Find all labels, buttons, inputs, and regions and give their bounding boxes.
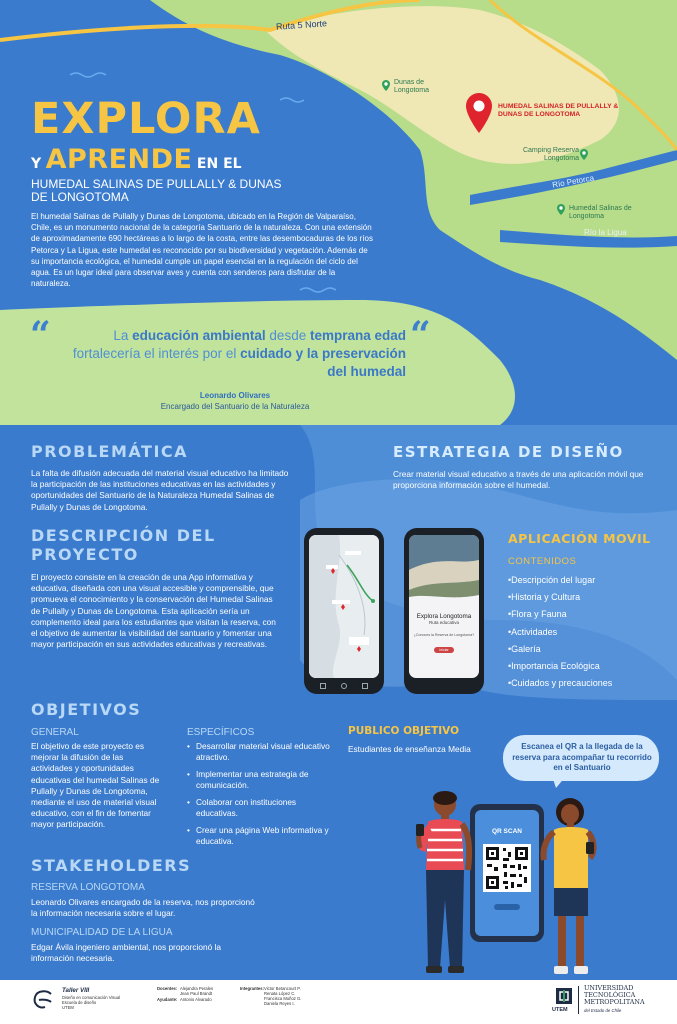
quote-bold: educación ambiental [132, 328, 266, 343]
objetivos-general-text: El objetivo de este proyecto es mejorar la difusión de las actividades y oportunidades educativas del humedal Salinas de Pullally y Dunas de Longotoma, mediante el uso de material visual educativo, con el fin de fomentar mayor participación. [31, 741, 160, 830]
app-contents-list [508, 575, 658, 695]
quote-bold: cuidado y la preservación del humedal [240, 346, 406, 379]
taller-logo-icon [31, 988, 55, 1012]
stakeholders-title: STAKEHOLDERS [31, 856, 192, 875]
app-beach-photo [409, 535, 479, 605]
phone-nav-bar [320, 683, 368, 690]
list-item: •Importancia Ecológica [508, 660, 600, 671]
phone-mockup-home [404, 528, 484, 694]
estrategia-title: ESTRATEGIA DE DISEÑO [393, 443, 624, 461]
phone-screen-home [409, 535, 479, 678]
footer-utem: UTEM [552, 1007, 568, 1013]
quote-role: Encargado del Santuario de la Naturaleza [160, 402, 310, 411]
qr-phone [470, 804, 544, 942]
list-item: •Cuidados y precauciones [508, 678, 613, 689]
utem-shield-icon [555, 987, 573, 1005]
quote-mark-left-icon: “ [30, 314, 51, 356]
footer-ayudante-label: Ayudante: [157, 997, 178, 1002]
quote-part: desde [265, 328, 310, 343]
app-map-illustration [309, 535, 379, 678]
map-pin-green-icon [557, 204, 565, 215]
phone-screen-map [309, 535, 379, 678]
map-pin-green-icon [580, 149, 588, 160]
problematica-title: PROBLEMÁTICA [31, 442, 189, 461]
footer-uni-4: del Estado de Chile [584, 1008, 622, 1013]
app-contents-label: CONTENIDOS [508, 556, 577, 567]
footer-taller-sub1: Diseño en comunicación Visual [62, 995, 121, 1000]
estrategia-text: Crear material visual educativo a través de una aplicación móvil que proporciona información sobre el humedal. [393, 469, 644, 491]
home-icon[interactable] [341, 683, 347, 689]
stakeholder-2-text: Edgar Ávila ingeniero ambiental, nos proporcionó la información necesaria. [31, 942, 222, 964]
hero-title-y: Y [31, 156, 42, 172]
qr-phone-button[interactable] [494, 904, 520, 910]
footer-uni-2: TECNOLÓGICA [584, 991, 636, 999]
quote-author: Leonardo Olivares [199, 391, 271, 400]
app-home-sub: Ruta educativa [428, 620, 460, 625]
bubble-text: Escanea el QR a la llegada de la reserva para acompañar tu recorrido en el Santuario [512, 742, 652, 772]
objetivos-especificos-list [187, 741, 332, 853]
student-boy-illustration [410, 790, 480, 980]
speech-bubble-tail-icon [552, 776, 566, 788]
quote-part: La [113, 328, 133, 343]
publico-text: Estudiantes de enseñanza Media [348, 744, 471, 754]
footer-taller-sub3: UTEM [62, 1005, 74, 1010]
footer-uni-1: UNIVERSIDAD [584, 984, 634, 992]
list-item: •Flora y Fauna [508, 609, 567, 620]
quote-bold: temprana edad [309, 328, 406, 343]
hero-subtitle: HUMEDAL SALINAS DE PULLALLY & DUNAS DE LONGOTOMA [31, 177, 282, 204]
objetivos-title: OBJETIVOS [31, 700, 142, 719]
hero-title-enel: EN EL [196, 156, 242, 172]
list-item: •Historia y Cultura [508, 592, 581, 603]
river-label-petorca: Río Petorca [551, 173, 595, 190]
place-label-humedal: HUMEDAL SALINAS DE PULLALLY & DUNAS DE LONGOTOMA [498, 103, 619, 118]
footer-uni-3: METROPOLITANA [584, 998, 645, 1006]
stakeholder-1-text: Leonardo Olivares encargado de la reserva, nos proporcionó la información necesaria sobre el lugar. [31, 897, 255, 919]
list-item: •Galería [508, 643, 541, 654]
phone-mockup-map [304, 528, 384, 694]
objetivos-especificos-label: ESPECÍFICOS [187, 727, 255, 738]
app-start-button[interactable]: Iniciar [434, 647, 454, 653]
footer-ayudante: Antonio Alvarado [180, 997, 212, 1002]
list-item: • Desarrollar material visual educativo atractivo. [187, 741, 332, 763]
place-label-camping: Camping Reserva Longotoma [522, 147, 579, 162]
back-icon[interactable] [320, 683, 326, 689]
list-item: •Descripción del lugar [508, 575, 596, 585]
river-label-ligua: Río la Ligua [584, 228, 627, 237]
footer-integrantes: Victor Betancourt P. Renata López C. Francisca Muñoz G. Daniela Reyes I. [264, 986, 302, 1006]
app-home-title: Explora Longotoma [416, 613, 472, 620]
publico-title: PUBLICO OBJETIVO [348, 725, 460, 737]
qr-code-icon[interactable] [483, 844, 531, 892]
list-item: • Crear una página Web informativa y educativa. [187, 825, 332, 847]
quote-part: fortalecería el interés por el [72, 346, 241, 361]
footer [0, 980, 677, 1024]
app-home-question: ¿Conoces la Reserva de Longotoma? [413, 633, 475, 637]
list-item: • Implementar una estrategia de comunicación. [187, 769, 332, 791]
descripcion-text: El proyecto consiste en la creación de una App informativa y educativa, diseñada con una visual accesible y comprensible, que promueva el conocimiento y la conservación del Humedal Salinas de Pullally y Dunas de Longotoma. Esta aplicación sería un complemento ideal para los estudiantes que visitan la reserva, con el objetivo de aumentar la visibilidad del santuario y fomentar una mayor participación en sus actividades educativas y recreativas. [31, 572, 276, 650]
list-item: • Colaborar con instituciones educativas. [187, 797, 332, 819]
problematica-text: La falta de difusión adecuada del material visual educativo ha limitado la participación de las instituciones educativas en las actividades y oportunidades del Santuario de la Naturaleza Humedal Salinas de Pullally y Dunas de Longotoma. [31, 468, 289, 512]
footer-docentes: Alejandra Perales Jean Paul Brandt [180, 986, 214, 996]
footer-taller-sub2: Escuela de diseño [62, 1000, 97, 1005]
hero-title-aprende: APRENDE [45, 144, 193, 175]
student-girl-illustration [540, 798, 604, 980]
map-pin-green-icon [382, 80, 390, 91]
hero-intro: El humedal Salinas de Pullally y Dunas de Longotoma, ubicado en la Región de Valparaíso, Chile, es un monumento nacional de la categoría Santuario de la naturaleza. Con una extensión de aproximadamente 690 hectáreas a lo largo de la costa, entre las desembocaduras de los ríos Petorca y La Ligua, este humedal es reconocido por su biodiversidad y vegetación. Además de su importancia ecológica, el humedal cumple un papel esencial en la regulación del ciclo del agua. Es un lugar ideal para observar aves y cuenta con senderos para disfrutar de la naturaleza. [31, 212, 373, 289]
map-pin-red-icon [466, 93, 492, 133]
footer-taller: Taller VIII [62, 987, 90, 994]
menu-icon[interactable] [362, 683, 368, 689]
app-title: APLICACIÓN MOVIL [508, 531, 651, 546]
place-label-dunas: Dunas de Longotoma [394, 79, 430, 94]
hero-title-line2 [31, 144, 242, 175]
hero-title-explora: EXPLORA [31, 94, 261, 144]
footer-divider [578, 986, 579, 1014]
stakeholder-1-label: RESERVA LONGOTOMA [31, 882, 145, 893]
place-label-salinas: Humedal Salinas de Longotoma [569, 205, 632, 220]
road-label: Ruta 5 Norte [275, 18, 328, 32]
footer-integrantes-label: Integrantes: [240, 986, 264, 991]
qr-label: QR SCAN [492, 828, 522, 835]
list-item: •Actividades [508, 626, 558, 637]
quote-text [66, 327, 406, 381]
objetivos-general-label: GENERAL [31, 727, 79, 738]
stakeholder-2-label: MUNICIPALIDAD DE LA LIGUA [31, 927, 173, 938]
footer-docentes-label: Docentes: [157, 986, 178, 991]
descripcion-title-2: PROYECTO [31, 545, 139, 564]
quote-mark-right-icon: “ [410, 314, 431, 356]
descripcion-title-1: DESCRIPCIÓN DEL [31, 526, 216, 545]
